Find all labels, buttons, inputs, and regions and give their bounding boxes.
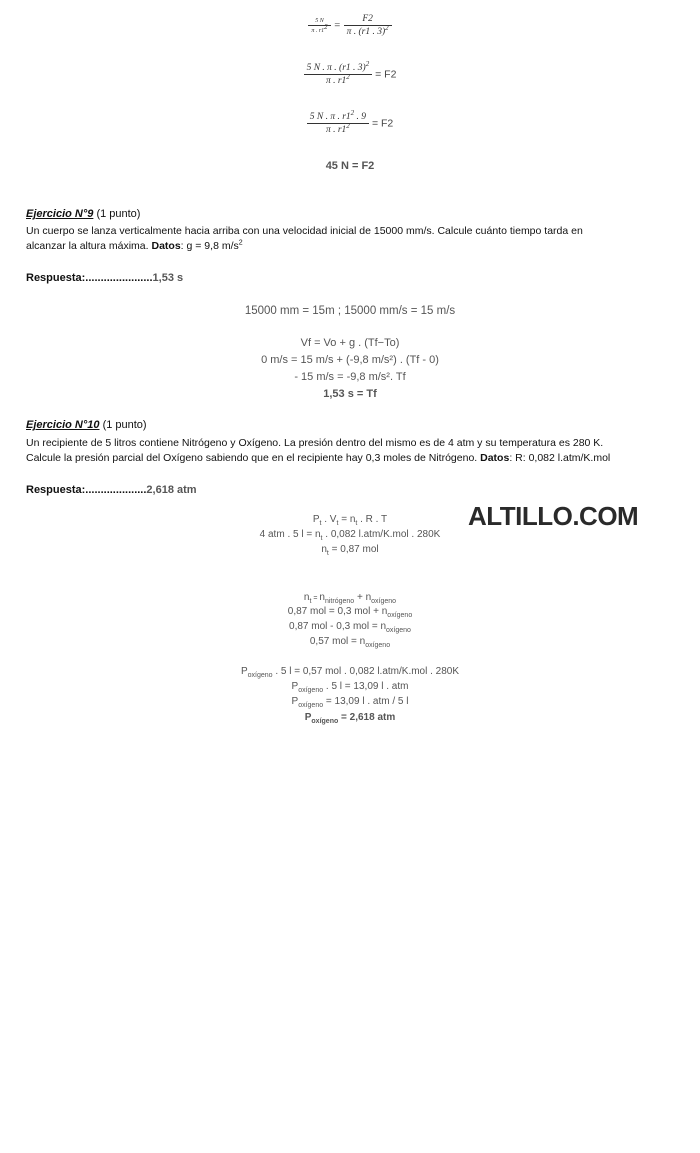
altillo-logo: ALTILLO.COM: [468, 501, 639, 531]
exercise-10-points: (1 punto): [102, 419, 147, 431]
exercise-10-heading: [26, 419, 147, 431]
exercise-10-gas-law: $P_t$ . $V_t = n_t$ . R . T: [312, 514, 388, 527]
exercise-9-step-1: Vf = Vo + g . (Tf−To): [300, 337, 400, 349]
exercise-9-step-4: 1,53 s = Tf: [323, 388, 377, 400]
exercise-10-moles-1: $n_t = n_{nitrógeno} + n_{oxígeno}$: [303, 592, 397, 605]
exercise-9-statement: Un cuerpo se lanza verticalmente hacia arriba con una velocidad inicial de 15000 mm/s. Calcule cuánto tiempo tarda en alcanzar la altura máxima. Datos: g = 9,8 $m/s^2$: [26, 225, 583, 252]
exercise-9-step-3: - 15 m/s = -9,8 m/s². Tf: [294, 371, 406, 383]
exercise-10-moles-4: 0,57 mol = $n_{oxígeno}$: [309, 636, 391, 649]
exercise-9-heading: [26, 208, 140, 220]
exercise-10-gas-step-2: $n_t = 0,87$ mol: [321, 544, 379, 557]
exercise-9-conversion: 15000 mm = 15m ; 15000 mm/s = 15 m/s: [244, 305, 456, 317]
exercise-10-pressure-2: $P_{oxígeno}$ . 5 l = 13,09 l . atm: [291, 681, 409, 694]
equation-result: 45 N = F2: [325, 160, 375, 172]
exercise-9-step-2: 0 m/s = 15 m/s + (-9,8 m/s²) . (Tf - 0): [261, 354, 439, 366]
exercise-10-statement: Un recipiente de 5 litros contiene Nitrógeno y Oxígeno. La presión dentro del mismo es de 4 atm y su temperatura es 280 K. Calcule la presión parcial del Oxígeno sabiendo que en el recipiente hay 0,3 moles de Nitrógeno. Datos: R: 0,082 l.atm/K.mol: [26, 437, 611, 464]
exercise-10-title: Ejercicio N°10: [26, 419, 100, 431]
exercise-10-pressure-result: $P_{oxígeno} = 2,618$ atm: [304, 712, 396, 725]
exercise-10-pressure-3: $P_{oxígeno} = 13,09$ l . atm / 5 l: [291, 696, 409, 709]
exercise-9-answer: Respuesta:......................1,53 s: [26, 272, 184, 284]
equation-1: $\frac{5 N}{\pi . r1^2}$ = $\frac{F2}{\pi . (r1 . 3)^2}$: [0, 14, 700, 37]
exercise-10-gas-step-1: 4 atm . 5 $l = n_t$ . 0,082 l.atm/K.mol . 280K: [259, 529, 441, 542]
exercise-10-moles-2: 0,87 mol = 0,3 mol + $n_{oxígeno}$: [287, 606, 413, 619]
exercise-10-pressure-1: $P_{oxígeno}$ . 5 l = 0,57 mol . 0,082 l.atm/K.mol . 280K: [240, 666, 460, 679]
exercise-9-points: (1 punto): [96, 208, 141, 220]
exercise-10-answer: Respuesta:....................2,618 atm: [26, 484, 197, 496]
exercise-10-moles-3: 0,87 mol - 0,3 mol = $n_{oxígeno}$: [289, 621, 411, 634]
equation-2: $\frac{5 N . \pi . (r1 . 3)^2}{\pi . r1^2}$ = F2: [0, 63, 700, 86]
equation-3: $\frac{5 N . \pi . r1^2 . 9}{\pi . r1^2}$ = F2: [0, 112, 700, 135]
exercise-9-title: Ejercicio N°9: [26, 208, 94, 220]
